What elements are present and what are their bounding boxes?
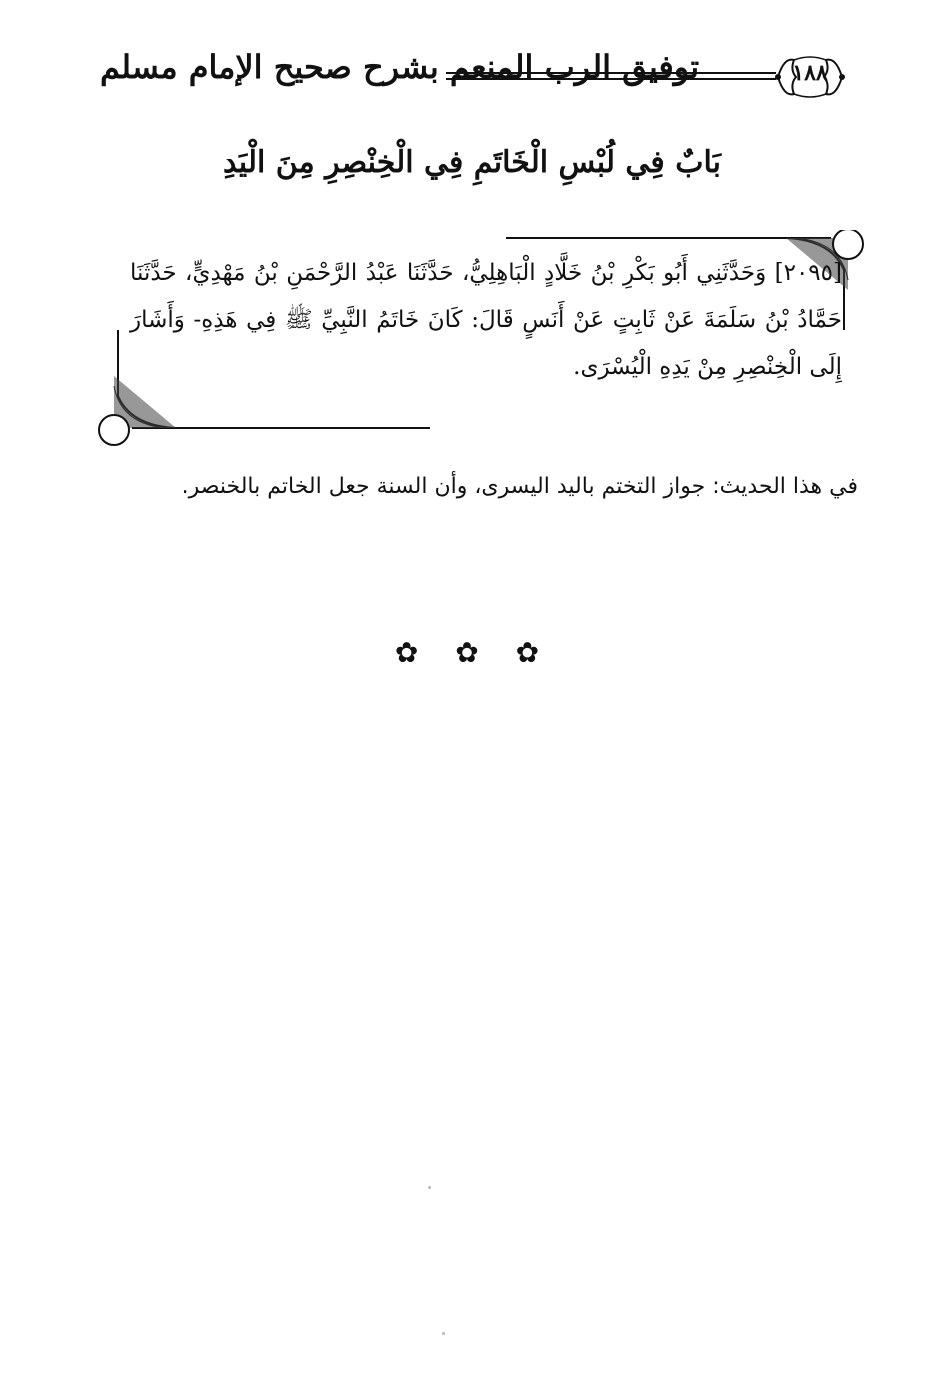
flower-icon: ✿ — [515, 636, 550, 669]
flower-icon: ✿ — [394, 636, 429, 669]
hadith-number: [٢٠٩٥] — [774, 260, 842, 286]
section-separator — [372, 636, 572, 669]
page-number: ١٨٨ — [792, 60, 828, 86]
hadith-text-block — [130, 250, 842, 391]
book-title: توفيق الرب المنعم بشرح صحيح الإمام مسلم — [100, 48, 700, 86]
header-rule — [446, 78, 776, 80]
flower-icon: ✿ — [455, 636, 489, 669]
scan-speck — [442, 1332, 445, 1335]
scan-speck — [428, 1186, 431, 1189]
page-number-ornament — [770, 52, 850, 102]
page-header — [90, 40, 860, 110]
chapter-title: بَابٌ فِي لُبْسِ الْخَاتَمِ فِي الْخِنْصِرِ مِنَ الْيَدِ — [223, 145, 721, 180]
header-rule — [446, 72, 776, 74]
hadith-text: وَحَدَّثَنِي أَبُو بَكْرِ بْنُ خَلَّادٍ الْبَاهِلِيُّ، حَدَّثَنَا عَبْدُ الرَّحْمَنِ بْنُ مَهْدِيٍّ، حَدَّثَنَا حَمَّادُ بْنُ سَلَمَةَ عَنْ ثَابِتٍ عَنْ أَنَسٍ قَالَ: كَانَ خَاتَمُ النَّبِيِّ ﷺ فِي هَذِهِ- وَأَشَارَ إِلَى الْخِنْصِرِ مِنْ يَدِهِ الْيُسْرَى. — [130, 260, 842, 380]
commentary-paragraph: في هذا الحديث: جواز التختم باليد اليسرى، وأن السنة جعل الخاتم بالخنصر. — [181, 474, 858, 499]
